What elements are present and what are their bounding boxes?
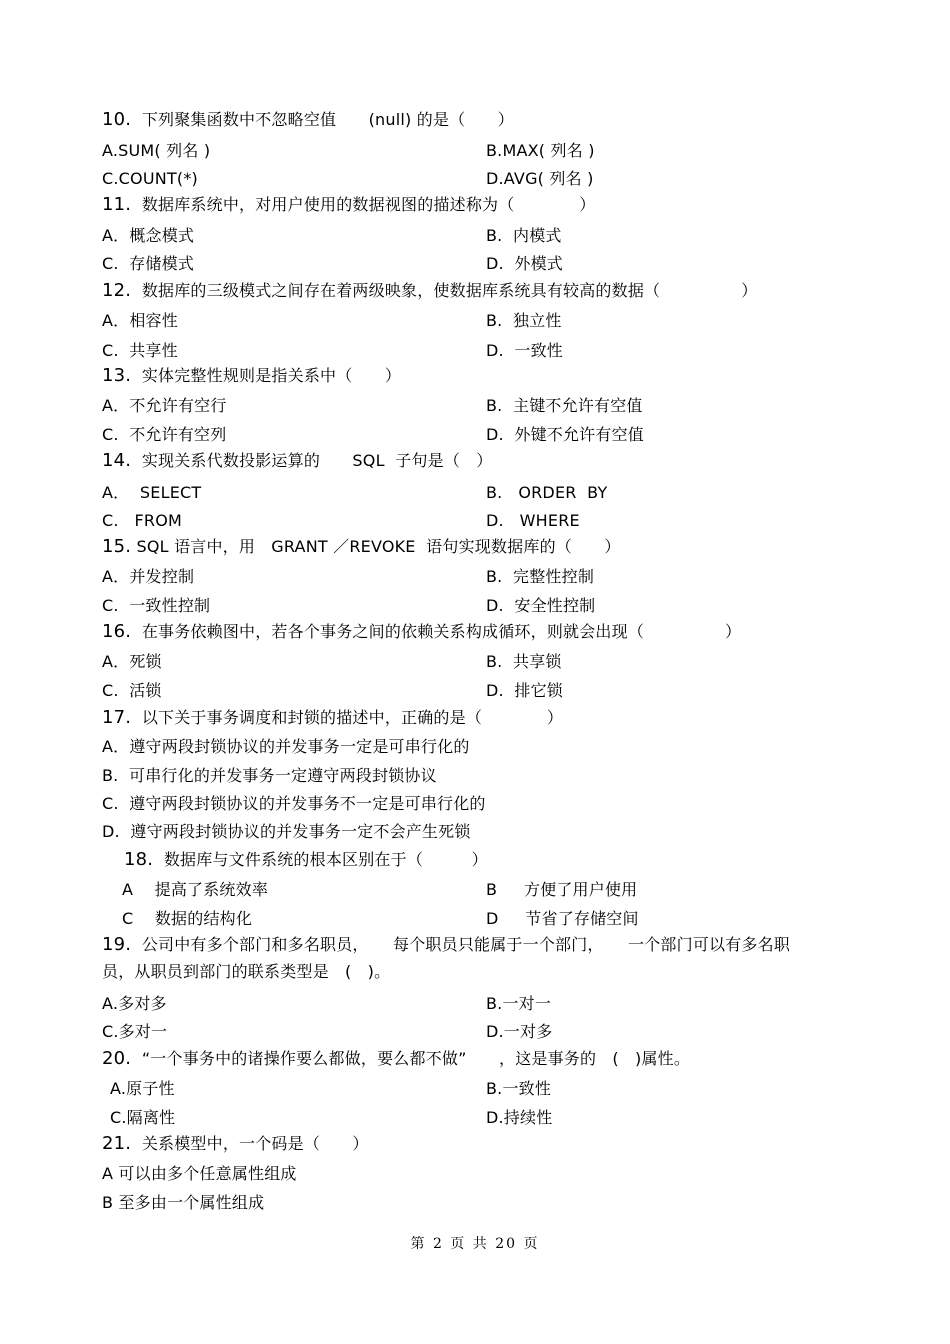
question-text: 实现关系代数投影运算的 SQL 子句是（ ） — [141, 451, 493, 470]
option-a: A 可以由多个任意属性组成 — [102, 1164, 297, 1183]
option-d: D. 遵守两段封锁协议的并发事务一定不会产生死锁 — [102, 822, 471, 841]
question-text: 实体完整性规则是指关系中（ ） — [141, 366, 402, 385]
option-d: D.持续性 — [486, 1108, 553, 1127]
option-c: C. 共享性 — [102, 341, 178, 360]
option-a: A．概念模式 — [102, 226, 195, 245]
option-a: A.SUM( 列名 ) — [102, 141, 211, 160]
option-b: B.MAX( 列名 ) — [486, 141, 595, 160]
question-14 — [102, 451, 492, 471]
option-a: A．并发控制 — [102, 567, 195, 586]
question-number: 19. — [102, 934, 132, 955]
option-c: C.多对一 — [102, 1022, 168, 1041]
option-d: D 节省了存储空间 — [486, 909, 639, 928]
question-19 — [102, 935, 790, 955]
question-text: 数据库与文件系统的根本区别在于（ ） — [163, 850, 488, 869]
question-11 — [102, 195, 595, 215]
option-a: A．相容性 — [102, 311, 178, 330]
option-d: D.一对多 — [486, 1022, 553, 1041]
option-c: C. 一致性控制 — [102, 596, 211, 615]
option-c: C 数据的结构化 — [122, 909, 253, 928]
question-text: 数据库的三级模式之间存在着两级映象，使数据库系统具有较高的数据（ ） — [141, 281, 758, 300]
option-c: C. 不允许有空列 — [102, 425, 227, 444]
option-b: B. 独立性 — [486, 311, 562, 330]
option-b: B 方便了用户使用 — [486, 880, 638, 899]
question-text: 关系模型中，一个码是（ ） — [141, 1134, 369, 1153]
question-number: 15. — [102, 536, 132, 557]
option-b: B. 可串行化的并发事务一定遵守两段封锁协议 — [102, 766, 437, 785]
question-20 — [102, 1049, 690, 1069]
option-b: B. 主键不允许有空值 — [486, 396, 643, 415]
option-b: B.一致性 — [486, 1079, 552, 1098]
option-b: B.一对一 — [486, 994, 552, 1013]
option-b: B 至多由一个属性组成 — [102, 1193, 265, 1212]
question-text: 下列聚集函数中不忽略空值 (null) 的是（ ） — [141, 110, 514, 129]
option-a: A.原子性 — [110, 1079, 175, 1098]
question-16 — [102, 622, 741, 642]
question-text: 在事务依赖图中，若各个事务之间的依赖关系构成循环，则就会出现（ ） — [141, 622, 742, 641]
question-number: 13. — [102, 365, 132, 386]
option-b: B. 共享锁 — [486, 652, 562, 671]
option-d: D. 一致性 — [486, 341, 563, 360]
question-number: 21. — [102, 1133, 132, 1154]
option-a: A．死锁 — [102, 652, 162, 671]
option-b: B. 完整性控制 — [486, 567, 595, 586]
option-a: A 提高了系统效率 — [122, 880, 269, 899]
question-text-continued: 员，从职员到部门的联系类型是 ( )。 — [102, 962, 391, 981]
option-a: A． SELECT — [102, 483, 202, 502]
option-d: D. 外键不允许有空值 — [486, 425, 644, 444]
question-12 — [102, 281, 757, 301]
question-number: 17. — [102, 707, 132, 728]
option-c: C.COUNT(*) — [102, 169, 198, 188]
question-number: 16. — [102, 621, 132, 642]
question-text: “一个事务中的诸操作要么都做，要么都不做” ，这是事务的 ( )属性。 — [141, 1049, 691, 1068]
question-21 — [102, 1134, 369, 1154]
option-c: C. 活锁 — [102, 681, 162, 700]
question-number: 14. — [102, 450, 132, 471]
option-c: C. 存储模式 — [102, 254, 195, 273]
option-a: A.多对多 — [102, 994, 167, 1013]
option-c: C.隔离性 — [110, 1108, 176, 1127]
question-number: 20. — [102, 1048, 132, 1069]
question-10 — [102, 110, 514, 130]
option-d: D. 外模式 — [486, 254, 563, 273]
question-17 — [102, 708, 563, 728]
question-text: SQL 语言中，用 GRANT ／REVOKE 语句实现数据库的（ ） — [136, 537, 621, 556]
option-c: C. FROM — [102, 511, 183, 530]
question-number: 18. — [124, 849, 154, 870]
option-b: B. ORDER BY — [486, 483, 608, 502]
page-footer: 第 2 页 共 20 页 — [410, 1236, 540, 1252]
option-d: D. WHERE — [486, 511, 580, 530]
question-number: 11. — [102, 194, 132, 215]
question-text: 数据库系统中，对用户使用的数据视图的描述称为（ ） — [141, 195, 596, 214]
option-c: C. 遵守两段封锁协议的并发事务不一定是可串行化的 — [102, 794, 486, 813]
question-number: 10. — [102, 109, 132, 130]
question-15 — [102, 537, 621, 557]
option-a: A．不允许有空行 — [102, 396, 227, 415]
question-18 — [124, 850, 488, 870]
option-d: D.AVG( 列名 ) — [486, 169, 594, 188]
option-b: B. 内模式 — [486, 226, 562, 245]
question-number: 12. — [102, 280, 132, 301]
question-13 — [102, 366, 401, 386]
option-d: D. 排它锁 — [486, 681, 563, 700]
option-a: A．遵守两段封锁协议的并发事务一定是可串行化的 — [102, 737, 470, 756]
question-text: 以下关于事务调度和封锁的描述中，正确的是（ ） — [141, 708, 564, 727]
question-text: 公司中有多个部门和多名职员， 每个职员只能属于一个部门， 一个部门可以有多名职 — [141, 935, 791, 954]
option-d: D. 安全性控制 — [486, 596, 596, 615]
